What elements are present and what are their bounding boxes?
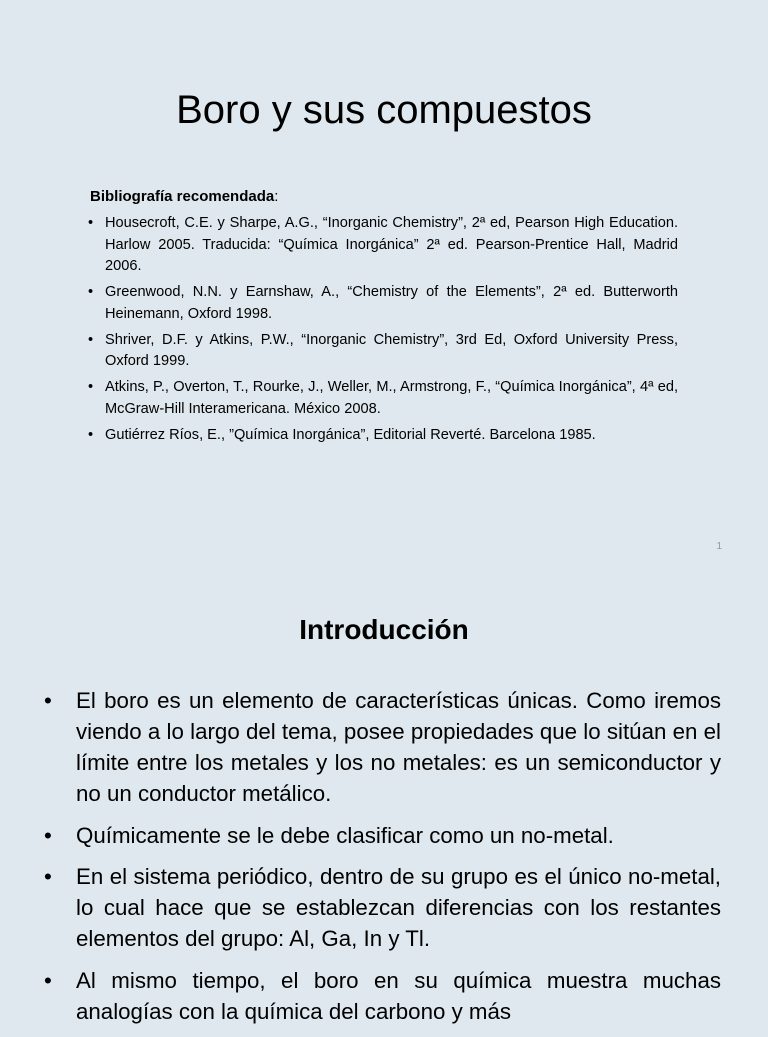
bibliography-heading-text: Bibliografía recomendada <box>90 188 275 205</box>
bibliography-heading <box>90 188 278 205</box>
bullet-item: • El boro es un elemento de características únicas. Como iremos viendo a lo largo del tema, posee propiedades que lo sitúan en el límite entre los metales y los no metales: es un semiconductor y no un conductor metálico. <box>40 685 721 809</box>
reference-item: • Housecroft, C.E. y Sharpe, A.G., “Inorganic Chemistry”, 2ª ed, Pearson High Education. Harlow 2005. Traducida: “Química Inorgánica” 2ª ed. Pearson-Prentice Hall, Madrid 2006. <box>86 213 678 278</box>
reference-list <box>86 213 678 451</box>
slide-2 <box>0 576 768 1024</box>
bullet-item: • Al mismo tiempo, el boro en su química muestra muchas analogías con la química del carbono y más <box>40 965 721 1027</box>
bullet-list <box>40 685 721 1037</box>
bullet-item: • Químicamente se le debe clasificar como un no-metal. <box>40 820 721 851</box>
reference-item: • Greenwood, N.N. y Earnshaw, A., “Chemistry of the Elements”, 2ª ed. Butterworth Heinemann, Oxford 1998. <box>86 282 678 325</box>
reference-item: • Shriver, D.F. y Atkins, P.W., “Inorganic Chemistry”, 3rd Ed, Oxford University Press, Oxford 1999. <box>86 330 678 373</box>
reference-item: • Gutiérrez Ríos, E., ”Química Inorgánica”, Editorial Reverté. Barcelona 1985. <box>86 425 678 447</box>
slide-title: Introducción <box>299 614 469 645</box>
bibliography-heading-colon: : <box>274 188 279 205</box>
bullet-item: • En el sistema periódico, dentro de su grupo es el único no-metal, lo cual hace que se establezcan diferencias con los restantes elementos del grupo: Al, Ga, In y Tl. <box>40 861 721 954</box>
slide-number: 1 <box>716 541 722 552</box>
reference-item: • Atkins, P., Overton, T., Rourke, J., Weller, M., Armstrong, F., “Química Inorgánica”, 4ª ed, McGraw-Hill Interamericana. México 2008. <box>86 377 678 420</box>
slide-title: Boro y sus compuestos <box>176 88 592 132</box>
